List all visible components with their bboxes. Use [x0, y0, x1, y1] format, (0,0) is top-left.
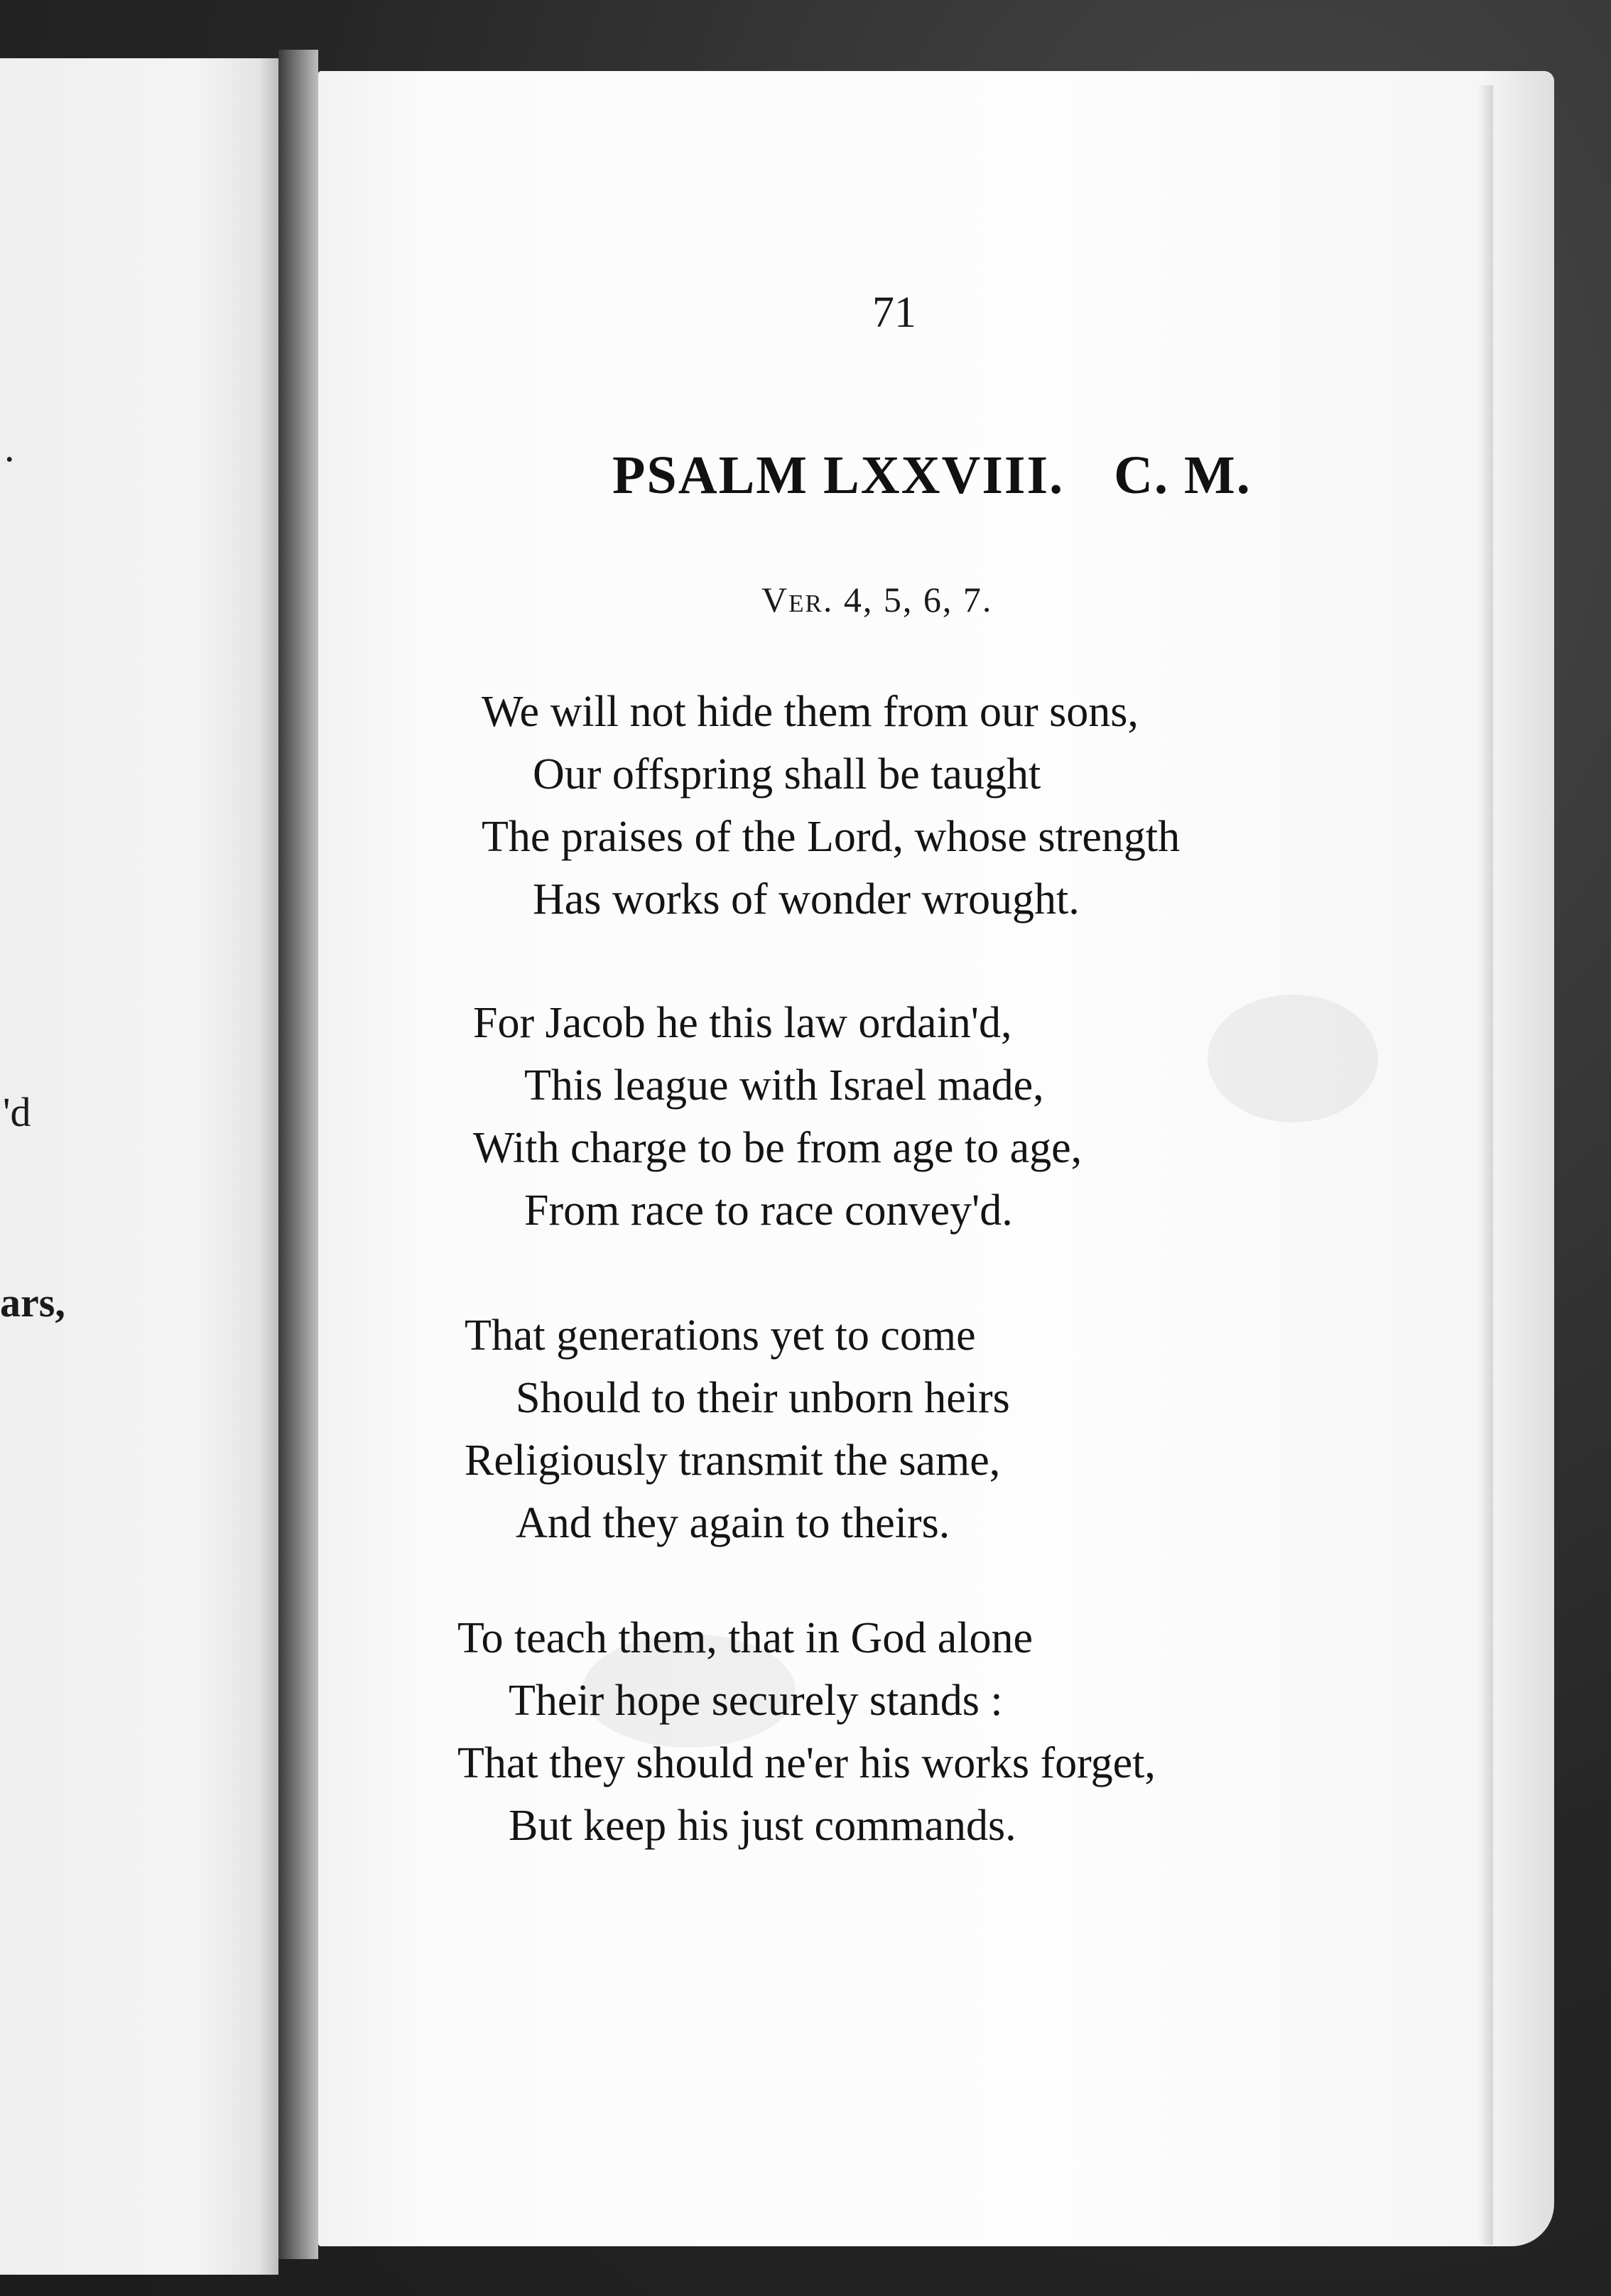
verse-line: Their hope securely stands :	[509, 1677, 1003, 1725]
previous-page-fragment: ars,	[0, 1279, 65, 1326]
verse-line: That generations yet to come	[465, 1311, 976, 1360]
psalm-heading	[612, 445, 1252, 507]
verse-label: Ver.	[761, 580, 834, 619]
verse-line: From race to race convey'd.	[524, 1186, 1013, 1235]
stanza-4	[457, 1607, 1156, 1857]
verse-line: But keep his just commands.	[509, 1802, 1016, 1850]
verse-line: For Jacob he this law ordain'd,	[473, 999, 1012, 1047]
previous-page	[0, 58, 278, 2275]
verse-line: To teach them, that in God alone	[457, 1614, 1034, 1662]
verse-line: With charge to be from age to age,	[473, 1124, 1083, 1172]
previous-page-fragment: .	[4, 424, 15, 470]
psalm-meter: C. M.	[1114, 445, 1252, 505]
verse-line: Should to their unborn heirs	[516, 1374, 1010, 1422]
verse-line: That they should ne'er his works forget,	[457, 1739, 1156, 1787]
stanza-3	[465, 1304, 1010, 1554]
stanza-2	[473, 992, 1082, 1242]
paper-stain	[1208, 995, 1378, 1122]
psalm-title: PSALM LXXVIII.	[612, 445, 1065, 505]
verse-line: This league with Israel made,	[524, 1061, 1044, 1110]
verse-reference	[761, 579, 992, 620]
verse-line: Religiously transmit the same,	[465, 1436, 1001, 1485]
verse-numbers: 4, 5, 6, 7.	[843, 580, 993, 619]
book-gutter	[278, 50, 318, 2259]
verse-line: And they again to theirs.	[516, 1499, 950, 1547]
verse-line: Has works of wonder wrought.	[533, 875, 1080, 924]
page-edge-shadow	[1477, 85, 1493, 2245]
stanza-1	[482, 681, 1180, 931]
page-number: 71	[872, 288, 916, 337]
verse-line: We will not hide them from our sons,	[482, 688, 1139, 736]
verse-line: Our offspring shall be taught	[533, 750, 1041, 798]
verse-line: The praises of the Lord, whose strength	[482, 813, 1181, 861]
previous-page-fragment: 'd	[3, 1089, 31, 1135]
